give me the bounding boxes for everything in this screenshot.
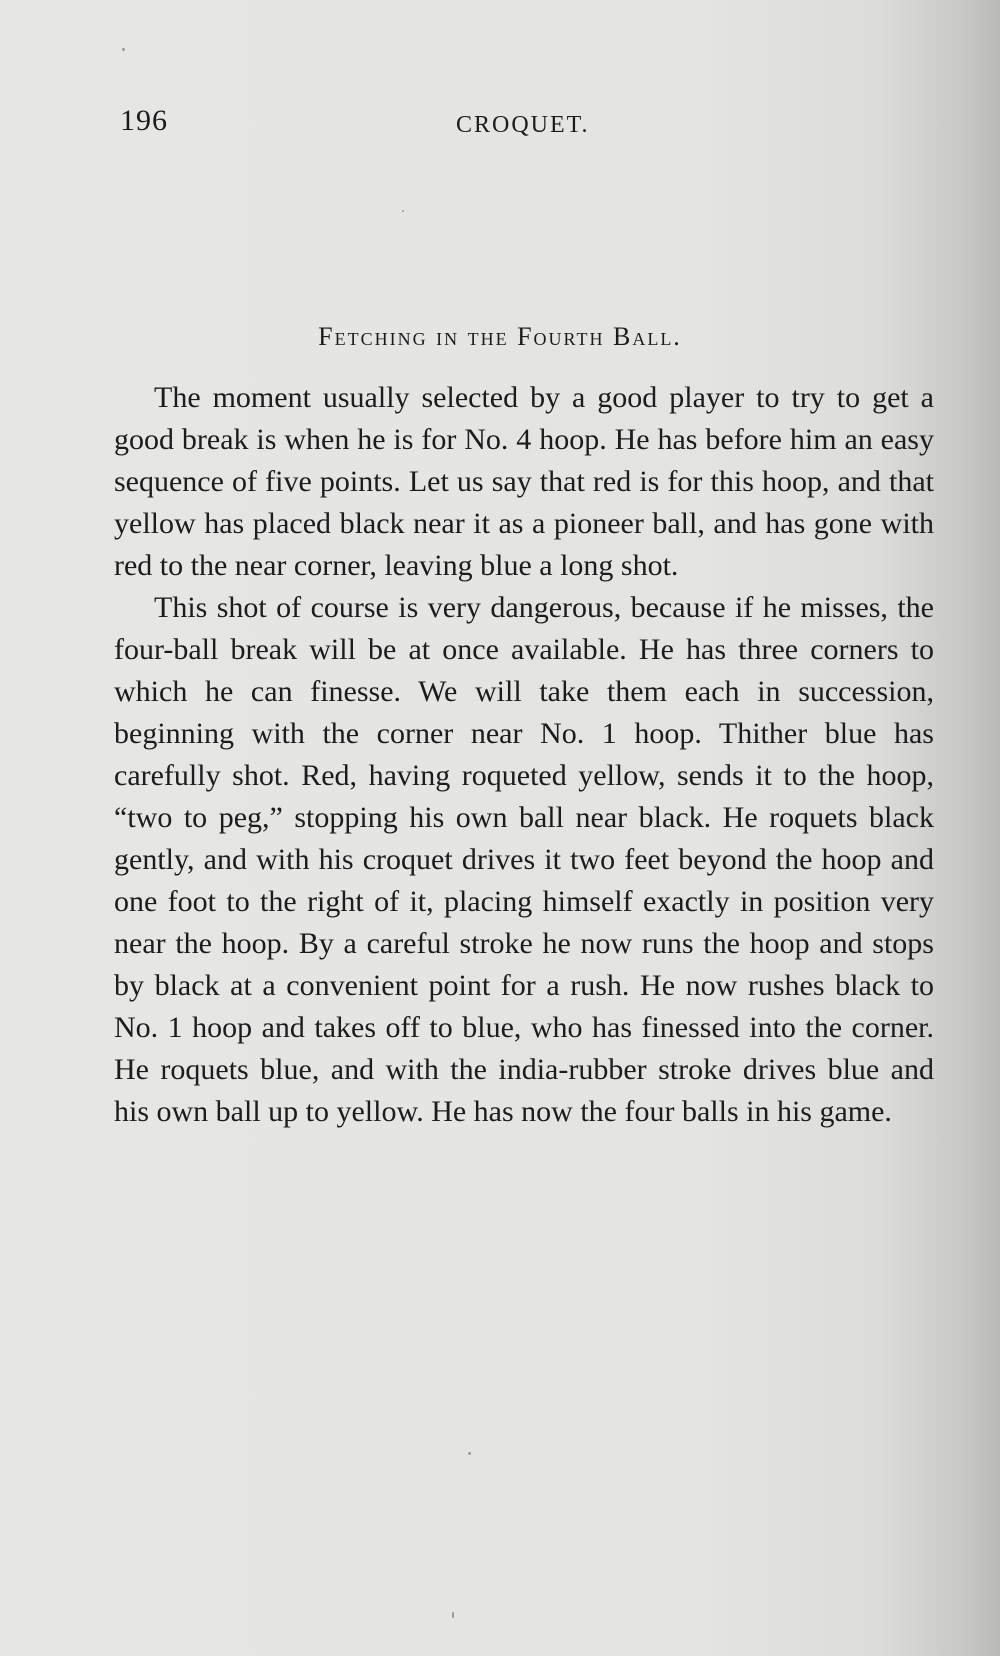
paper-speck [402, 210, 404, 212]
body-text [114, 377, 934, 1133]
paragraph: This shot of course is very dangerous, because if he misses, the four-ball break will be at once available. He has three corners to which he can finesse. We will take them each in succession, beginning with the corner near No. 1 hoop. Thither blue has carefully shot. Red, having roqueted yellow, sends it to the hoop, “two to peg,” stopping his own ball near black. He roquets black gently, and with his croquet drives it two feet beyond the hoop and one foot to the right of it, placing himself exactly in position very near the hoop. By a careful stroke he now runs the hoop and stops by black at a convenient point for a rush. He now rushes black to No. 1 hoop and takes off to blue, who has finessed into the corner. He roquets blue, and with the india-rubber stroke drives blue and his own ball up to yellow. He has now the four balls in his game. [114, 591, 934, 1128]
running-head [120, 104, 940, 144]
paper-speck [452, 1612, 454, 1618]
running-title: CROQUET. [456, 112, 590, 138]
paragraph: The moment usually selected by a good player to try to get a good break is when he is for No. 4 hoop. He has before him an easy sequence of five points. Let us say that red is for this hoop, and that yellow has placed black near it as a pioneer ball, and has gone with red to the near corner, leaving blue a long shot. [114, 381, 934, 582]
paper-speck [122, 48, 125, 51]
page-number: 196 [120, 104, 168, 137]
paper-speck [468, 1452, 471, 1455]
section-heading: Fetching in the Fourth Ball. [318, 322, 682, 351]
